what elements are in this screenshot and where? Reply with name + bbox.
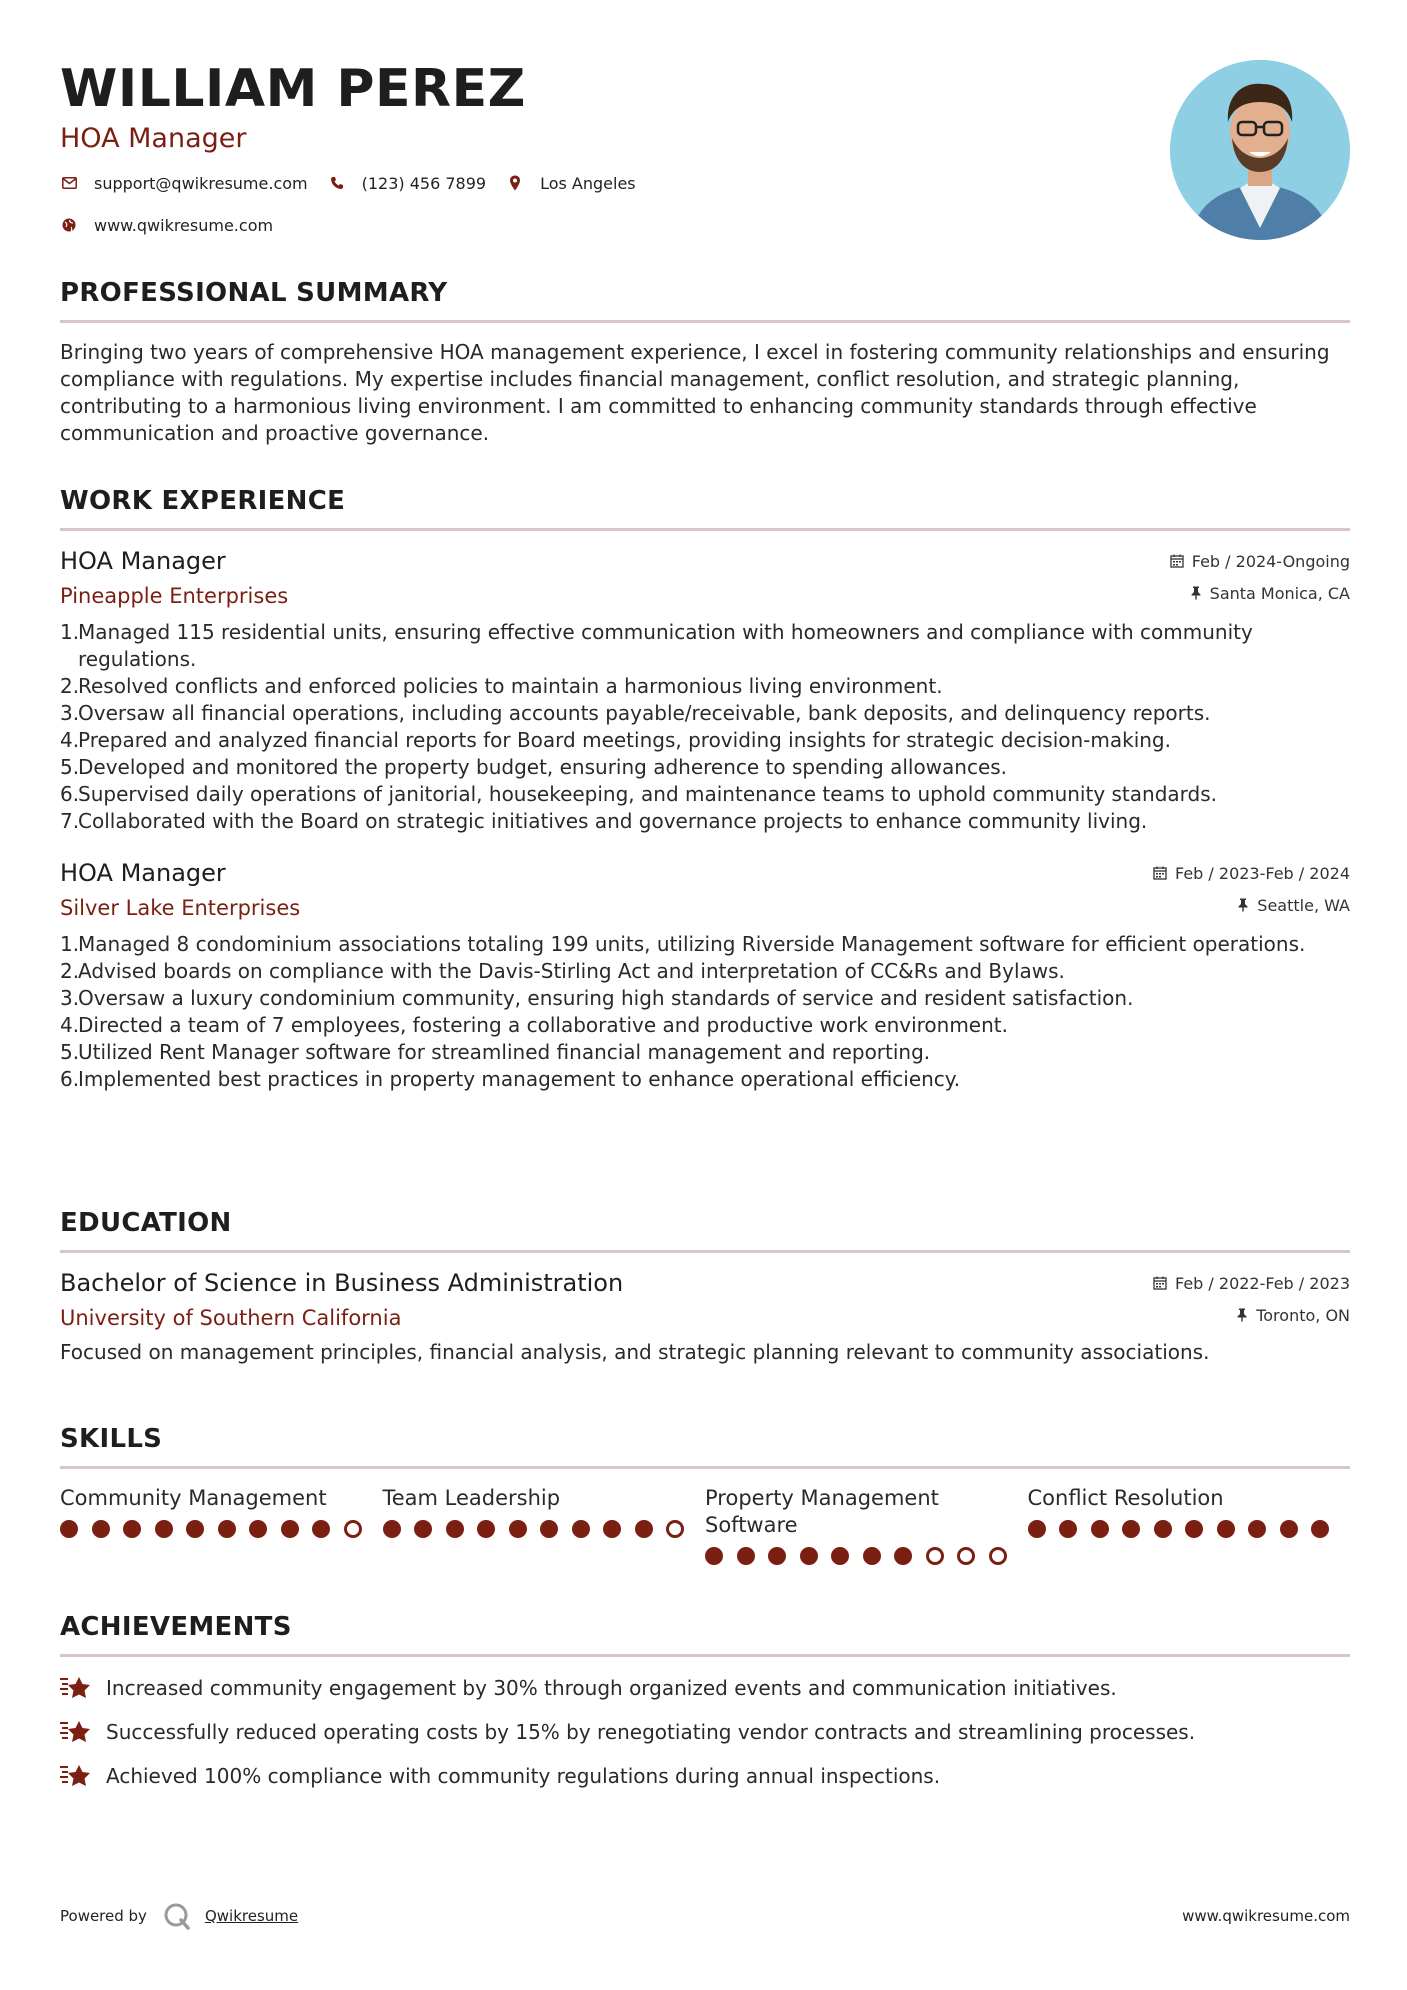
rating-dot-filled (1154, 1520, 1172, 1538)
list-item: 5. Utilized Rent Manager software for streamlined financial management and reporting. (60, 1040, 931, 1064)
achievement-item (60, 1763, 1350, 1789)
list-item: 4. Directed a team of 7 employees, fostering a collaborative and productive work environment. (60, 1013, 1008, 1037)
experience-section (60, 484, 1350, 1093)
candidate-name: WILLIAM PEREZ (60, 59, 526, 119)
rating-dot-filled (800, 1547, 818, 1565)
skill-name: Team Leadership (382, 1486, 561, 1510)
education-title: EDUCATION (60, 1206, 1350, 1253)
qwikresume-logo-icon (163, 1902, 191, 1930)
degree-title: Bachelor of Science in Business Administration (60, 1269, 624, 1297)
rating-dot-filled (737, 1547, 755, 1565)
rating-dot-empty (344, 1520, 362, 1538)
globe-icon (60, 216, 78, 234)
list-item: 3. Oversaw all financial operations, including accounts payable/receivable, bank deposits, and delinquency reports. (60, 701, 1211, 725)
education-description: Focused on management principles, financial analysis, and strategic planning relevant to community associations. (60, 1340, 1210, 1364)
achievement-text: Increased community engagement by 30% through organized events and communication initiatives. (106, 1676, 1117, 1700)
contact-email[interactable] (60, 174, 308, 193)
powered-by-label: Powered by (60, 1907, 147, 1925)
contact-row-web (60, 214, 1350, 236)
rating-dot-filled (312, 1520, 330, 1538)
calendar-icon (1170, 554, 1184, 568)
experience-title: WORK EXPERIENCE (60, 484, 1350, 531)
contact-location (506, 174, 636, 193)
calendar-icon (1153, 1276, 1167, 1290)
pushpin-icon (1236, 1308, 1248, 1322)
list-item: 7. Collaborated with the Board on strategic initiatives and governance projects to enhance community living. (60, 809, 1148, 833)
skill-rating (705, 1547, 1028, 1565)
skill-item (1028, 1485, 1351, 1565)
rating-dot-filled (1311, 1520, 1329, 1538)
rating-dot-filled (1091, 1520, 1109, 1538)
rating-dot-filled (1028, 1520, 1046, 1538)
list-item: 2. Resolved conflicts and enforced policies to maintain a harmonious living environment. (60, 674, 943, 698)
skill-rating (1028, 1520, 1351, 1538)
list-item: 1. Managed 8 condominium associations totaling 199 units, utilizing Riverside Management software for efficient operations. (60, 932, 1306, 956)
job-company: Silver Lake Enterprises (60, 896, 301, 920)
skill-item (60, 1485, 383, 1565)
job-entry (60, 545, 1350, 835)
rating-dot-filled (414, 1520, 432, 1538)
rating-dot-filled (509, 1520, 527, 1538)
job-location: Seattle, WA (1153, 889, 1350, 921)
list-item: 3. Oversaw a luxury condominium community, ensuring high standards of service and resident satisfaction. (60, 986, 1134, 1010)
list-item: 6. Implemented best practices in property management to enhance operational efficiency. (60, 1067, 961, 1091)
rating-dot-filled (1217, 1520, 1235, 1538)
location-text: Los Angeles (540, 173, 636, 193)
job-title: HOA Manager (60, 547, 226, 575)
skill-rating (60, 1520, 383, 1538)
rating-dot-filled (477, 1520, 495, 1538)
skill-name: Property Management Software (705, 1486, 939, 1537)
education-section (60, 1206, 1350, 1366)
rating-dot-filled (635, 1520, 653, 1538)
powered-by (60, 1902, 298, 1930)
skill-rating (383, 1520, 706, 1538)
job-location: Santa Monica, CA (1170, 577, 1350, 609)
rating-dot-empty (666, 1520, 684, 1538)
education-meta (1153, 1267, 1350, 1331)
rating-dot-filled (1059, 1520, 1077, 1538)
rating-dot-filled (1185, 1520, 1203, 1538)
rating-dot-filled (249, 1520, 267, 1538)
rating-dot-filled (572, 1520, 590, 1538)
star-badge-icon (60, 1763, 94, 1789)
star-badge-icon (60, 1675, 94, 1701)
education-location: Toronto, ON (1153, 1299, 1350, 1331)
rating-dot-filled (186, 1520, 204, 1538)
rating-dot-filled (281, 1520, 299, 1538)
calendar-icon (1153, 866, 1167, 880)
job-bullets (60, 619, 1350, 835)
job-meta (1170, 545, 1350, 609)
envelope-icon (60, 174, 78, 192)
skill-item (383, 1485, 706, 1565)
summary-section (60, 276, 1350, 447)
pushpin-icon (1237, 898, 1249, 912)
job-dates: Feb / 2024-Ongoing (1170, 545, 1350, 577)
rating-dot-empty (957, 1547, 975, 1565)
job-dates: Feb / 2023-Feb / 2024 (1153, 857, 1350, 889)
candidate-role: HOA Manager (60, 123, 247, 154)
rating-dot-empty (989, 1547, 1007, 1565)
job-title: HOA Manager (60, 859, 226, 887)
website-text: www.qwikresume.com (94, 215, 274, 235)
skills-section (60, 1422, 1350, 1565)
phone-text: (123) 456 7899 (361, 173, 487, 193)
phone-icon (328, 174, 346, 192)
summary-title: PROFESSIONAL SUMMARY (60, 276, 1350, 323)
skills-title: SKILLS (60, 1422, 1350, 1469)
rating-dot-filled (894, 1547, 912, 1565)
summary-text: Bringing two years of comprehensive HOA management experience, I excel in fostering community relationships and ensuring compliance with regulations. My expertise includes financial management, conflict resolution, and strategic planning, contributing to a harmonious living environment. I am committed to enhancing community standards through effective communication and proactive governance. (60, 340, 1330, 445)
rating-dot-filled (123, 1520, 141, 1538)
list-item: 1. Managed 115 residential units, ensuring effective communication with homeowners and compliance with community regulations. (60, 620, 1253, 671)
rating-dot-filled (60, 1520, 78, 1538)
rating-dot-filled (1122, 1520, 1140, 1538)
brand-link[interactable]: Qwikresume (204, 1907, 299, 1925)
education-entry (60, 1267, 1350, 1366)
skills-list (60, 1485, 1350, 1565)
rating-dot-filled (155, 1520, 173, 1538)
contact-phone[interactable] (328, 174, 486, 193)
rating-dot-filled (863, 1547, 881, 1565)
job-bullets (60, 931, 1350, 1093)
skill-name: Conflict Resolution (1027, 1486, 1224, 1510)
rating-dot-filled (383, 1520, 401, 1538)
list-item: 2. Advised boards on compliance with the Davis-Stirling Act and interpretation of CC&Rs and Bylaws. (60, 959, 1065, 983)
map-pin-icon (506, 174, 524, 192)
footer (60, 1896, 1350, 1936)
rating-dot-filled (831, 1547, 849, 1565)
footer-website-link[interactable]: www.qwikresume.com (1182, 1907, 1350, 1925)
list-item: 4. Prepared and analyzed financial reports for Board meetings, providing insights for strategic decision-making. (60, 728, 1171, 752)
achievement-text: Successfully reduced operating costs by 15% by renegotiating vendor contracts and streamlining processes. (106, 1720, 1196, 1744)
rating-dot-filled (1248, 1520, 1266, 1538)
achievements-section (60, 1610, 1350, 1789)
achievement-item (60, 1675, 1350, 1701)
email-text: support@qwikresume.com (94, 173, 308, 193)
list-item: 6. Supervised daily operations of janitorial, housekeeping, and maintenance teams to uphold community standards. (60, 782, 1218, 806)
skill-name: Community Management (60, 1486, 327, 1510)
list-item: 5. Developed and monitored the property budget, ensuring adherence to spending allowances. (60, 755, 1008, 779)
education-dates: Feb / 2022-Feb / 2023 (1153, 1267, 1350, 1299)
contact-row (60, 172, 1350, 194)
rating-dot-filled (1280, 1520, 1298, 1538)
pushpin-icon (1190, 586, 1202, 600)
rating-dot-filled (705, 1547, 723, 1565)
achievement-item (60, 1719, 1350, 1745)
skill-item (705, 1485, 1028, 1565)
job-company: Pineapple Enterprises (60, 584, 289, 608)
rating-dot-empty (926, 1547, 944, 1565)
achievements-title: ACHIEVEMENTS (60, 1610, 1350, 1657)
rating-dot-filled (92, 1520, 110, 1538)
contact-website[interactable] (60, 216, 273, 235)
achievement-text: Achieved 100% compliance with community regulations during annual inspections. (106, 1764, 941, 1788)
job-entry (60, 857, 1350, 1093)
star-badge-icon (60, 1719, 94, 1745)
rating-dot-filled (446, 1520, 464, 1538)
rating-dot-filled (768, 1547, 786, 1565)
school-name: University of Southern California (60, 1306, 402, 1330)
resume-header (60, 58, 1350, 258)
rating-dot-filled (603, 1520, 621, 1538)
rating-dot-filled (218, 1520, 236, 1538)
profile-photo (1170, 60, 1350, 240)
rating-dot-filled (540, 1520, 558, 1538)
job-meta (1153, 857, 1350, 921)
